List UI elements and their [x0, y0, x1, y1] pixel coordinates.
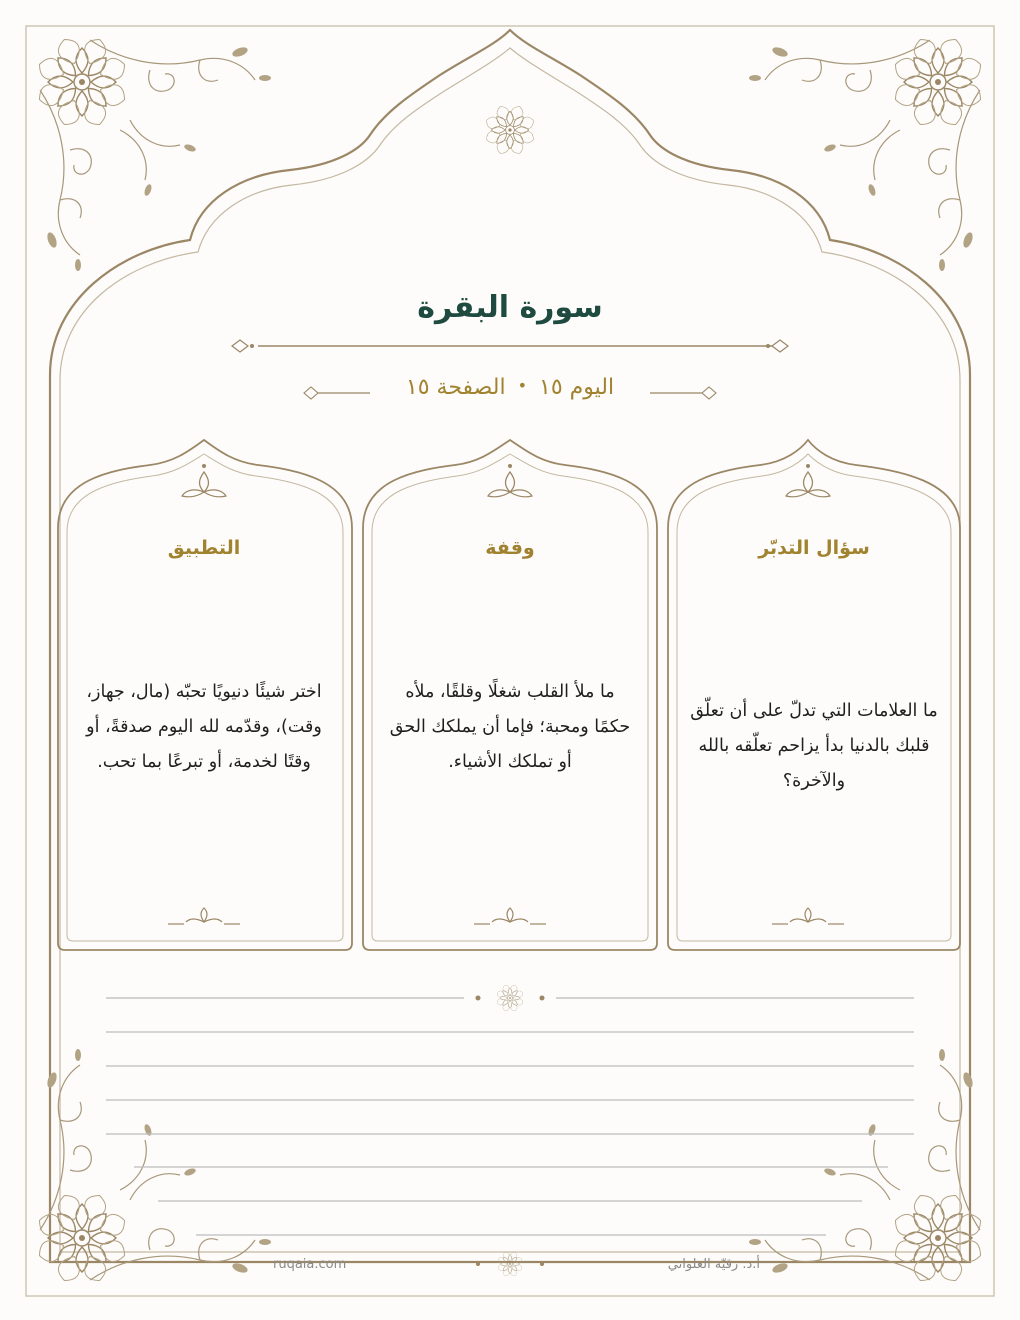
card-text-reflection-question: ما العلامات التي تدلّ على أن تعلّق قلبك بالدنيا بدأ يزاحم تعلّقه بالله والآخرة؟: [690, 701, 938, 791]
card-text-pause: ما ملأ القلب شغلًا وقلقًا، ملأه حكمًا ومحبة؛ فإما أن يملكك الحق أو تملكك الأشياء.: [389, 682, 631, 772]
corner-ornament-top-left: [35, 35, 271, 271]
writing-lines: [106, 1032, 914, 1235]
title-divider: [232, 340, 788, 352]
footer-ornament: [476, 1251, 544, 1277]
footer-author: أ.د. رقيّة العلواني: [667, 1257, 760, 1272]
card-heading-reflection-question: سؤال التدبّر: [758, 537, 870, 559]
day-label: اليوم ١٥: [539, 375, 615, 400]
footer-website: ruqaia.com: [273, 1257, 347, 1272]
subtitle-separator: •: [517, 376, 527, 395]
notes-divider: [106, 984, 914, 1012]
card-heading-application: التطبيق: [167, 537, 241, 559]
page-title: سورة البقرة: [417, 290, 603, 325]
card-heading-pause: وقفة: [485, 537, 535, 559]
page-label: الصفحة ١٥: [405, 375, 506, 400]
card-text-application: اختر شيئًا دنيويًا تحبّه (مال، جهاز، وقت)، وقدّمه لله اليوم صدقةً، أو وقتًا لخدمة، أو تبرعًا بما تحب.: [86, 682, 322, 772]
corner-ornament-top-right: [749, 35, 985, 271]
day-page-subtitle: [0, 375, 1020, 400]
